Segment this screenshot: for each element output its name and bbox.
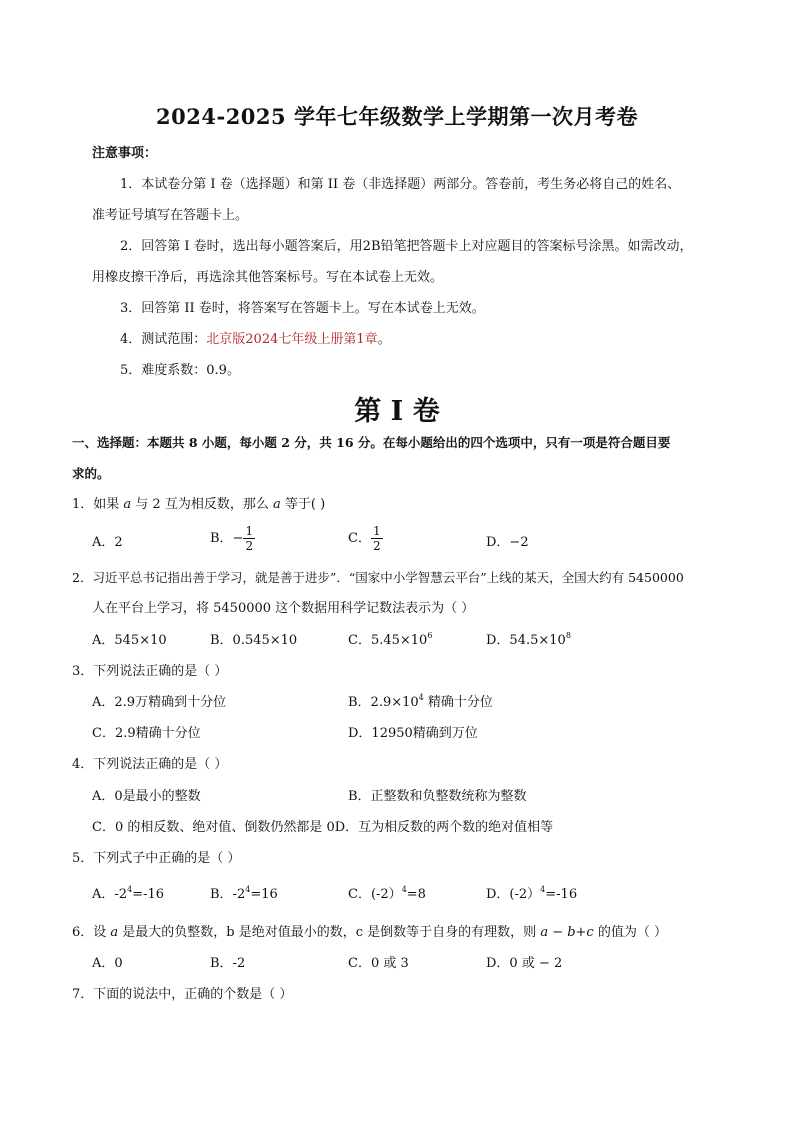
q1-variable-a: a bbox=[123, 497, 132, 512]
q3-option-c: C．2.9精确十分位 bbox=[92, 726, 201, 741]
notice-item-4-prefix: 4．测试范围： bbox=[120, 332, 207, 347]
q5-option-d-base: D．(-2） bbox=[486, 887, 541, 902]
q1-option-c-prefix: C． bbox=[348, 531, 371, 546]
q5-option-c-base: C．(-2） bbox=[348, 887, 402, 902]
question-1-stem bbox=[72, 496, 325, 514]
q1-option-d: D．−2 bbox=[486, 535, 529, 550]
q2-option-d bbox=[486, 632, 571, 650]
q1-stem-part-a: 1．如果 bbox=[72, 497, 124, 512]
q2-option-c-base: C．5.45×10 bbox=[348, 633, 428, 648]
q1-option-b-numerator: 1 bbox=[245, 524, 254, 538]
q3-option-d: D．12950精确到万位 bbox=[348, 726, 478, 741]
q2-option-a: A．545×10 bbox=[92, 633, 167, 648]
q1-option-b bbox=[210, 524, 255, 553]
q3-option-a: A．2.9万精确到十分位 bbox=[92, 695, 227, 710]
question-4-stem: 4．下列说法正确的是（ ） bbox=[72, 757, 228, 772]
q5-option-c-exponent: 4 bbox=[401, 885, 407, 894]
question-6-stem bbox=[72, 924, 667, 942]
q1-option-c bbox=[348, 524, 383, 553]
q1-option-a: A．2 bbox=[92, 535, 123, 550]
q6-stem-part-a: 6．设 bbox=[72, 925, 111, 940]
q6-option-b: B．-2 bbox=[210, 956, 246, 971]
q5-option-b bbox=[210, 886, 278, 904]
q1-option-c-fraction bbox=[371, 524, 383, 553]
question-5-stem: 5．下列式子中正确的是（ ） bbox=[72, 851, 241, 866]
q3-option-b bbox=[348, 694, 493, 712]
notice-heading: 注意事项： bbox=[92, 146, 158, 161]
test-range: 北京版2024七年级上册第1章 bbox=[206, 332, 378, 347]
q1-option-b-denominator: 2 bbox=[245, 539, 254, 553]
q5-option-a-result: =-16 bbox=[132, 887, 164, 902]
q3-option-b-base: B．2.9×10 bbox=[348, 695, 419, 710]
q1-option-b-prefix: B．− bbox=[210, 531, 244, 546]
section1-instructions-line-1: 一、选择题：本题共 8 小题，每小题 2 分，共 16 分。在每小题给出的四个选项中，只有一项是符合题目要 bbox=[72, 435, 671, 450]
notice-item-4-suffix: 。 bbox=[377, 332, 391, 347]
notice-item-4 bbox=[120, 331, 391, 349]
notice-item-5: 5．难度系数：0.9。 bbox=[120, 363, 240, 378]
q3-option-b-suffix: 精确十分位 bbox=[423, 695, 493, 710]
q6-variable-a: a bbox=[110, 925, 119, 940]
q6-stem-part-b: 是最大的负整数，b 是绝对值最小的数，c 是倒数等于自身的有理数，则 bbox=[118, 925, 541, 940]
q1-option-c-numerator: 1 bbox=[372, 524, 381, 538]
q3-option-b-exponent: 4 bbox=[418, 693, 424, 702]
q5-option-b-base: B．-2 bbox=[210, 887, 246, 902]
q5-option-a bbox=[92, 886, 164, 904]
q6-stem-part-c: 的值为（ ） bbox=[593, 925, 667, 940]
q2-option-d-base: D．54.5×10 bbox=[486, 633, 566, 648]
q4-option-c-d: C．0 的相反数、绝对值、倒数仍然都是 0D．互为相反数的两个数的绝对值相等 bbox=[92, 820, 554, 835]
notice-item-2-line-2: 用橡皮擦干净后，再选涂其他答案标号。写在本试卷上无效。 bbox=[92, 270, 444, 285]
q1-option-b-fraction bbox=[243, 524, 255, 553]
q5-option-a-base: A．-2 bbox=[92, 887, 128, 902]
q5-option-d bbox=[486, 886, 577, 904]
notice-item-1-line-1: 1．本试卷分第 I 卷（选择题）和第 II 卷（非选择题）两部分。答卷前，考生务必将自己的姓名、 bbox=[120, 177, 681, 192]
q5-option-b-exponent: 4 bbox=[245, 885, 251, 894]
q6-expression: a − b+c bbox=[540, 925, 594, 940]
q2-option-b: B．0.545×10 bbox=[210, 633, 298, 648]
question-2-line-1: 2．习近平总书记指出善于学习，就是善于进步”．“国家中小学智慧云平台”上线的某天，全国大约有 5450000 bbox=[72, 570, 684, 585]
q1-option-c-denominator: 2 bbox=[372, 539, 381, 553]
q5-option-a-exponent: 4 bbox=[127, 885, 133, 894]
q4-option-a: A．0是最小的整数 bbox=[92, 789, 201, 804]
q1-stem-part-c: 等于( ) bbox=[280, 497, 326, 512]
question-3-stem: 3．下列说法正确的是（ ） bbox=[72, 664, 228, 679]
exam-title: 2024-2025 学年七年级数学上学期第一次月考卷 bbox=[156, 104, 638, 129]
q4-option-b: B．正整数和负整数统称为整数 bbox=[348, 789, 527, 804]
section1-instructions-line-2: 求的。 bbox=[72, 466, 110, 481]
q5-option-b-result: =16 bbox=[250, 887, 278, 902]
question-7-stem: 7．下面的说法中，正确的个数是（ ） bbox=[72, 987, 293, 1002]
notice-item-1-line-2: 准考证号填写在答题卡上。 bbox=[92, 208, 249, 223]
q5-option-c-result: =8 bbox=[406, 887, 426, 902]
q1-stem-part-b: 与 2 互为相反数，那么 bbox=[131, 497, 273, 512]
question-2-line-2: 人在平台上学习，将 5450000 这个数据用科学记数法表示为（ ） bbox=[92, 601, 475, 616]
notice-item-2-line-1: 2．回答第 I 卷时，选出每小题答案后，用2B铅笔把答题卡上对应题目的答案标号涂黑。如需改动， bbox=[120, 239, 693, 254]
q5-option-d-exponent: 4 bbox=[540, 885, 546, 894]
q6-option-a: A．0 bbox=[92, 956, 123, 971]
q6-option-c: C．0 或 3 bbox=[348, 956, 409, 971]
q2-option-c bbox=[348, 632, 432, 650]
volume-title: 第 I 卷 bbox=[354, 396, 440, 427]
notice-item-3: 3．回答第 II 卷时，将答案写在答题卡上。写在本试卷上无效。 bbox=[120, 301, 485, 316]
q2-option-c-exponent: 6 bbox=[427, 631, 433, 640]
q6-option-d: D．0 或 − 2 bbox=[486, 956, 563, 971]
q2-option-d-exponent: 8 bbox=[565, 631, 571, 640]
q5-option-d-result: =-16 bbox=[545, 887, 578, 902]
q5-option-c bbox=[348, 886, 426, 904]
q1-variable-a-2: a bbox=[272, 497, 281, 512]
